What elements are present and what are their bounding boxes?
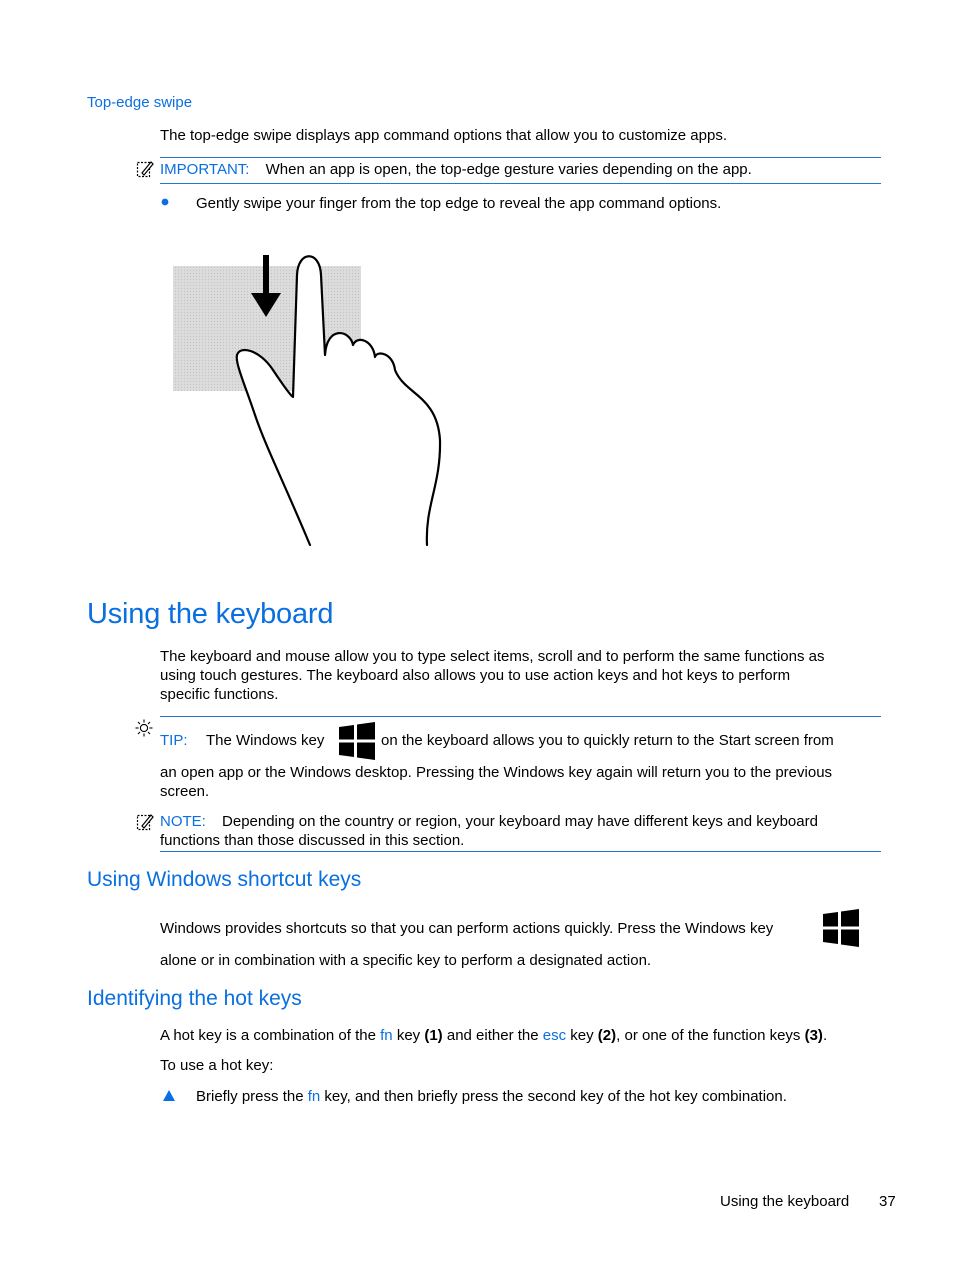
fn-key-term: fn bbox=[380, 1027, 393, 1044]
tip-line-2: an open app or the Windows desktop. Pressing the Windows key again will return you to the previous bbox=[160, 764, 833, 781]
top-edge-intro: The top-edge swipe displays app command options that allow you to customize apps. bbox=[160, 127, 727, 144]
note-line-2: functions than those discussed in this section. bbox=[160, 832, 465, 849]
note-pencil-icon bbox=[136, 812, 154, 832]
heading-windows-shortcut-keys: Using Windows shortcut keys bbox=[87, 868, 362, 891]
hotkeys-step bbox=[196, 1087, 787, 1106]
tip-text-before: The Windows key bbox=[206, 732, 325, 749]
text-run: and either the bbox=[442, 1027, 543, 1044]
triangle-step-icon bbox=[162, 1089, 176, 1102]
callout-number: (2) bbox=[597, 1027, 617, 1044]
tip-text-after: on the keyboard allows you to quickly return to the Start screen from bbox=[381, 732, 834, 749]
important-rule-bottom bbox=[160, 183, 881, 184]
note-rule-bottom bbox=[160, 851, 881, 852]
keyboard-intro-line-1: The keyboard and mouse allow you to type select items, scroll and to perform the same functions as bbox=[160, 648, 825, 665]
text-run: key bbox=[392, 1027, 425, 1044]
tip-lightbulb-icon bbox=[135, 718, 153, 738]
text-run: . bbox=[822, 1027, 828, 1044]
heading-using-the-keyboard: Using the keyboard bbox=[87, 598, 334, 630]
hotkeys-paragraph bbox=[160, 1026, 827, 1045]
tip-rule-top bbox=[160, 716, 881, 717]
note-label: NOTE: bbox=[160, 813, 206, 830]
important-text: When an app is open, the top-edge gesture varies depending on the app. bbox=[265, 161, 752, 178]
callout-number: (3) bbox=[804, 1027, 823, 1044]
keyboard-intro-line-3: specific functions. bbox=[160, 686, 279, 703]
text-run: Briefly press the bbox=[196, 1088, 308, 1105]
important-callout bbox=[160, 160, 752, 179]
fn-key-term: fn bbox=[307, 1088, 321, 1105]
heading-identifying-hot-keys: Identifying the hot keys bbox=[87, 987, 302, 1010]
hotkeys-use-intro: To use a hot key: bbox=[160, 1057, 274, 1074]
tip-label: TIP: bbox=[160, 732, 188, 749]
important-rule-top bbox=[160, 157, 881, 158]
note-callout bbox=[160, 812, 818, 831]
note-line-1: Depending on the country or region, your keyboard may have different keys and keyboard bbox=[222, 813, 818, 830]
shortcuts-line-2: alone or in combination with a specific key to perform a designated action. bbox=[160, 952, 652, 969]
heading-top-edge-swipe: Top-edge swipe bbox=[87, 94, 193, 111]
windows-key-icon bbox=[338, 721, 376, 761]
text-run: , or one of the function keys bbox=[616, 1027, 805, 1044]
text-run: key bbox=[566, 1027, 598, 1044]
keyboard-intro-line-2: using touch gestures. The keyboard also allows you to use action keys and hot keys to perform bbox=[160, 667, 791, 684]
text-run: key, and then briefly press the second key of the hot key combination. bbox=[320, 1088, 787, 1105]
footer-section-title: Using the keyboard bbox=[720, 1193, 850, 1210]
top-edge-swipe-illustration bbox=[165, 245, 455, 555]
bullet-item: Gently swipe your finger from the top edge to reveal the app command options. bbox=[196, 195, 722, 212]
footer-page-number: 37 bbox=[879, 1193, 896, 1210]
important-label: IMPORTANT: bbox=[160, 161, 250, 178]
callout-number: (1) bbox=[424, 1027, 443, 1044]
windows-key-icon bbox=[822, 908, 860, 948]
shortcuts-line-1: Windows provides shortcuts so that you can perform actions quickly. Press the Windows key bbox=[160, 920, 774, 937]
tip-line-3: screen. bbox=[160, 783, 210, 800]
text-run: A hot key is a combination of the bbox=[160, 1027, 381, 1044]
esc-key-term: esc bbox=[542, 1027, 567, 1044]
bullet-dot-icon bbox=[161, 198, 169, 206]
note-pencil-icon bbox=[136, 159, 154, 179]
